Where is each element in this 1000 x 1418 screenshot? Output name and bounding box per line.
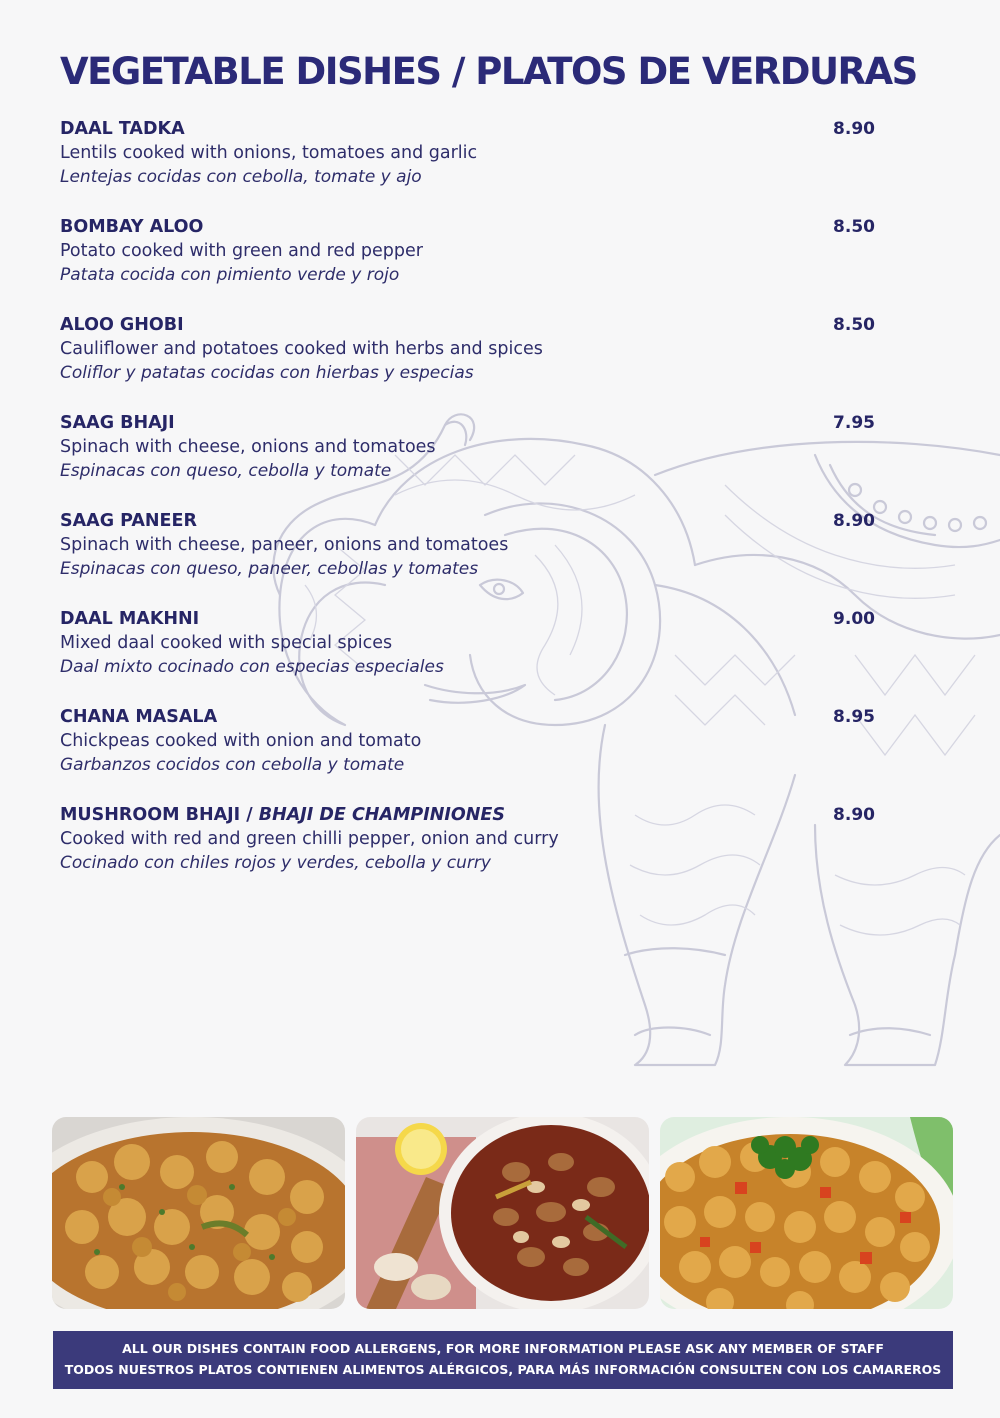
dish-item	[60, 411, 875, 483]
dish-price: 8.50	[833, 217, 875, 237]
dish-price: 9.00	[833, 609, 875, 629]
dish-description-en: Mixed daal cooked with special spices	[60, 633, 393, 653]
dish-name: SAAG BHAJI	[60, 413, 175, 433]
dish-description-es: Coliflor y patatas cocidas con hierbas y especias	[60, 363, 474, 383]
dish-price: 8.90	[833, 119, 875, 139]
dish-description-es: Cocinado con chiles rojos y verdes, cebolla y curry	[60, 853, 491, 873]
page-title: VEGETABLE DISHES / PLATOS DE VERDURAS	[60, 50, 917, 93]
dish-description-en: Cooked with red and green chilli pepper, onion and curry	[60, 829, 559, 849]
allergen-notice-en: ALL OUR DISHES CONTAIN FOOD ALLERGENS, FOR MORE INFORMATION PLEASE ASK ANY MEMBER OF STAFF	[122, 1341, 884, 1356]
allergen-notice-es: TODOS NUESTROS PLATOS CONTIENEN ALIMENTOS ALÉRGICOS, PARA MÁS INFORMACIÓN CONSULTEN CON LOS CAMAREROS	[64, 1362, 942, 1377]
dish-description-es: Espinacas con queso, cebolla y tomate	[60, 461, 392, 481]
dish-name: SAAG PANEER	[60, 511, 197, 531]
dish-description-en: Spinach with cheese, onions and tomatoes	[60, 437, 436, 457]
dish-name: BOMBAY ALOO	[60, 217, 204, 237]
dish-name: DAAL TADKA	[60, 119, 185, 139]
dish-description-en: Potato cooked with green and red pepper	[60, 241, 423, 261]
dish-description-en: Spinach with cheese, paneer, onions and tomatoes	[60, 535, 509, 555]
dish-description-es: Lentejas cocidas con cebolla, tomate y ajo	[60, 167, 422, 187]
dish-item	[60, 215, 875, 287]
dish-name	[60, 803, 875, 827]
dish-description-es: Daal mixto cocinado con especias especiales	[60, 657, 444, 677]
dish-price: 8.95	[833, 707, 875, 727]
dish-description-es: Garbanzos cocidos con cebolla y tomate	[60, 755, 405, 775]
cauliflower-potato-dish-photo	[52, 1117, 345, 1309]
dish-name-es: BHAJI DE CHAMPINIONES	[258, 805, 505, 825]
dish-name: CHANA MASALA	[60, 707, 218, 727]
dish-description-en: Lentils cooked with onions, tomatoes and garlic	[60, 143, 478, 163]
mushroom-dish-photo	[356, 1117, 649, 1309]
allergen-notice	[53, 1331, 953, 1389]
dish-price: 8.50	[833, 315, 875, 335]
dish-item	[60, 705, 875, 777]
dish-item	[60, 607, 875, 679]
chickpea-dish-photo	[660, 1117, 953, 1309]
dish-item	[60, 509, 875, 581]
dish-name: DAAL MAKHNI	[60, 609, 200, 629]
dish-price: 8.90	[833, 805, 875, 825]
dish-item	[60, 117, 875, 189]
dish-name-en: MUSHROOM BHAJI /	[60, 805, 259, 825]
dish-description-en: Chickpeas cooked with onion and tomato	[60, 731, 422, 751]
dish-name: ALOO GHOBI	[60, 315, 184, 335]
dish-description-en: Cauliflower and potatoes cooked with herbs and spices	[60, 339, 543, 359]
dish-description-es: Espinacas con queso, paneer, cebollas y tomates	[60, 559, 479, 579]
dish-item	[60, 313, 875, 385]
dish-description-es: Patata cocida con pimiento verde y rojo	[60, 265, 400, 285]
dish-price: 8.90	[833, 511, 875, 531]
dish-price: 7.95	[833, 413, 875, 433]
dish-item	[60, 803, 875, 875]
